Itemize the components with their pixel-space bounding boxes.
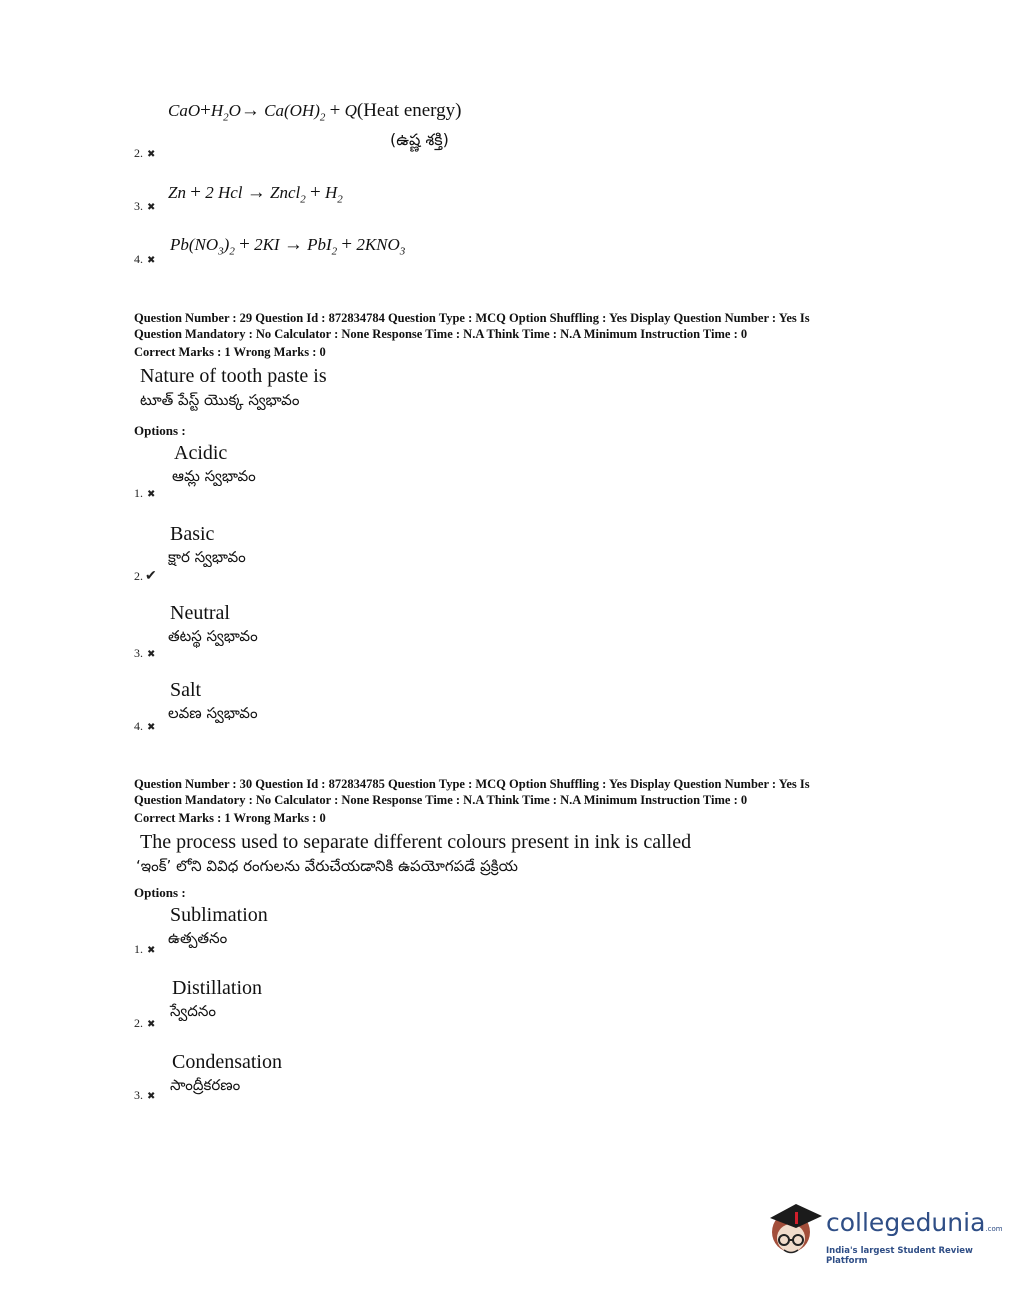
checkmark-icon: ✔ — [145, 569, 157, 584]
option-text: Distillation — [172, 977, 262, 999]
cross-icon: ✖ — [147, 202, 156, 213]
cross-icon: ✖ — [147, 722, 156, 733]
option-number: 3. ✖ — [134, 1088, 156, 1102]
option-text-telugu: స్వేదనం — [170, 1002, 216, 1020]
logo-domain-suffix: .com — [985, 1225, 1003, 1233]
question-text-telugu: ‘ఇంక్’ లోని వివిధ రంగులను వేరుచేయడానికి ఉపయోగపడే ప్రక్రియ — [136, 857, 518, 875]
equation-option-3: Zn + 2 Hcl → Zncl$_2$ + $H_2$ — [168, 182, 343, 206]
option-number: 3. ✖ — [134, 199, 156, 213]
heat-energy-label: (Heat energy) — [356, 100, 462, 121]
option-text: Neutral — [170, 602, 230, 624]
collegedunia-logo — [766, 1198, 1003, 1268]
equation-option-4: $Pb(NO_3)_2 + 2KI \to PbI_2 + 2KNO_3$ — [170, 234, 406, 258]
cross-icon: ✖ — [147, 945, 156, 956]
cross-icon: ✖ — [147, 255, 156, 266]
cross-icon: ✖ — [147, 489, 156, 500]
question-meta: Question Number : 30 Question Id : 872834785 Question Type : MCQ Option Shuffling : Yes Display Question Number : Yes Is Question Mandatory : No Calculator : None Response Time : N.A Think Time : N.A Minimum Instruction Time : 0 Correct Marks : 1 Wrong Marks : 0 — [134, 777, 810, 825]
option-text-telugu: ఆమ్ల స్వభావం — [172, 467, 256, 485]
logo-brand-text: collegedunia — [826, 1208, 986, 1237]
option-text-telugu: క్షార స్వభావం — [168, 548, 246, 566]
option-number: 2. ✖ — [134, 1016, 156, 1030]
option-number: 4. ✖ — [134, 719, 156, 733]
option-text-telugu: సాంద్రీకరణం — [170, 1076, 241, 1094]
option-number: 1. ✖ — [134, 942, 156, 956]
options-label: Options : — [134, 423, 186, 438]
option-text-telugu: ఉత్పతనం — [168, 929, 228, 947]
equation-option-2-telugu: (ఉష్ణ శక్తి) — [390, 130, 449, 149]
question-text: The process used to separate different colours present in ink is called — [140, 831, 692, 853]
equation-option-2: $CaO+H_2O\to Ca(OH)_2$ + Q(Heat energy) — [168, 100, 462, 124]
cross-icon: ✖ — [147, 1091, 156, 1102]
option-text-telugu: లవణ స్వభావం — [168, 704, 258, 722]
option-text: Acidic — [174, 442, 228, 464]
option-number: 2. ✔ — [134, 569, 157, 584]
option-text: Condensation — [172, 1051, 282, 1073]
option-number: 1. ✖ — [134, 486, 156, 500]
mascot-icon — [766, 1198, 826, 1268]
options-label: Options : — [134, 885, 186, 900]
question-text-telugu: టూత్ పేస్ట్ యొక్క స్వభావం — [140, 391, 300, 409]
option-text: Salt — [170, 679, 202, 701]
question-text: Nature of tooth paste is — [140, 365, 327, 387]
option-number: 2. ✖ — [134, 146, 156, 160]
option-text-telugu: తటస్థ స్వభావం — [168, 627, 258, 645]
logo-tagline: India's largest Student Review Platform — [826, 1246, 973, 1266]
cross-icon: ✖ — [147, 1019, 156, 1030]
question-meta: Question Number : 29 Question Id : 872834784 Question Type : MCQ Option Shuffling : Yes Display Question Number : Yes Is Question Mandatory : No Calculator : None Response Time : N.A Think Time : N.A Minimum Instruction Time : 0 Correct Marks : 1 Wrong Marks : 0 — [134, 311, 810, 359]
cross-icon: ✖ — [147, 149, 156, 160]
cross-icon: ✖ — [147, 649, 156, 660]
option-number: 3. ✖ — [134, 646, 156, 660]
option-number: 4. ✖ — [134, 252, 156, 266]
option-text: Sublimation — [170, 904, 268, 926]
option-text: Basic — [170, 523, 215, 545]
